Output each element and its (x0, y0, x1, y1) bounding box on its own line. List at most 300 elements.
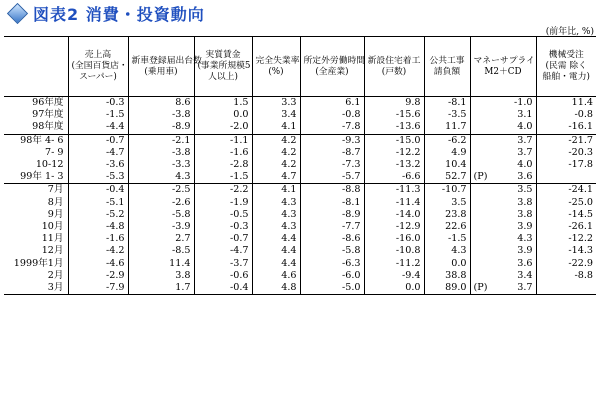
table-cell (470, 147, 536, 159)
cell-value: -26.1 (568, 221, 593, 233)
cell-value: 23.8 (445, 208, 467, 220)
cell-value: 4.2 (281, 134, 297, 146)
cell-value: 11.4 (571, 97, 593, 108)
cell-value: -1.0 (514, 97, 533, 108)
table-cell (252, 209, 300, 221)
cell-value: 22.6 (445, 221, 467, 233)
cell-value: -7.9 (106, 282, 125, 294)
cell-value: 4.3 (281, 196, 297, 208)
cell-value: -9.3 (342, 134, 361, 146)
table-cell (470, 221, 536, 233)
cell-value: 9.8 (405, 97, 421, 108)
table-cell (252, 245, 300, 257)
table-cell (194, 147, 252, 159)
table-row (4, 233, 596, 245)
cell-value: 3.9 (517, 221, 533, 233)
table-cell (364, 270, 424, 282)
cell-value: -4.8 (106, 221, 125, 233)
cell-value: -0.6 (230, 269, 249, 281)
cell-value: 4.1 (281, 121, 297, 133)
table-cell (300, 184, 364, 197)
table-cell (470, 282, 536, 295)
table-cell (194, 258, 252, 270)
row-label: 98年度 (32, 121, 64, 133)
figure-title (6, 2, 205, 24)
table-cell (252, 134, 300, 147)
cell-value: -3.9 (172, 221, 191, 233)
cell-value: -1.5 (230, 171, 249, 183)
cell-value: -4.7 (230, 245, 249, 257)
unit-note: (前年比, %) (545, 27, 594, 37)
cell-value: -12.9 (395, 221, 421, 233)
table-cell (364, 245, 424, 257)
cell-value: -7.8 (342, 121, 361, 133)
column-header (252, 37, 300, 97)
table-cell (252, 121, 300, 134)
table-cell (300, 171, 364, 184)
row-label: 8月 (47, 196, 64, 208)
column-header (128, 37, 202, 97)
column-header-line: 請負額 (433, 66, 461, 77)
cell-value: 11.7 (445, 121, 467, 133)
column-header-line: (事業所規模5 (197, 61, 251, 71)
cell-value: -8.1 (448, 97, 467, 108)
table-cell (300, 197, 364, 209)
table-cell (128, 159, 194, 171)
table-cell (300, 233, 364, 245)
cell-value: -5.8 (172, 208, 191, 220)
table-cell (128, 282, 194, 295)
table-cell (470, 121, 536, 134)
table-cell (364, 121, 424, 134)
table-cell (252, 97, 300, 110)
table-cell (424, 221, 470, 233)
table-cell (252, 159, 300, 171)
cell-value: 3.4 (517, 269, 533, 281)
table-cell (300, 221, 364, 233)
table-cell (194, 121, 252, 134)
cell-value: 3.9 (517, 245, 533, 257)
cell-value: 3.4 (281, 109, 297, 121)
table-cell (128, 258, 194, 270)
cell-value: 4.8 (281, 282, 297, 294)
cell-value: 11.4 (169, 257, 191, 269)
table-cell (68, 109, 128, 121)
row-label: 11月 (41, 233, 64, 245)
cell-value: -16.1 (568, 121, 593, 133)
table-cell (364, 221, 424, 233)
cell-value: -10.8 (395, 245, 421, 257)
cell-value: 4.0 (517, 159, 533, 171)
table-row (4, 171, 596, 184)
table-cell (536, 245, 596, 257)
cell-value: -3.6 (106, 159, 125, 171)
cell-value: 3.5 (451, 196, 467, 208)
table-cell (536, 184, 596, 197)
table-cell (364, 197, 424, 209)
table-cell (68, 159, 128, 171)
cell-value: -0.5 (230, 208, 249, 220)
cell-value: -0.8 (574, 109, 593, 121)
column-header-line: 売上高 (84, 50, 112, 60)
cell-value: 8.6 (175, 97, 191, 108)
cell-value: 4.3 (175, 171, 191, 183)
cell-value: -2.5 (172, 184, 191, 196)
table-cell (194, 245, 252, 257)
table-cell (424, 134, 470, 147)
cell-value: -4.2 (106, 245, 125, 257)
table-cell (364, 159, 424, 171)
table-row (4, 184, 596, 197)
table-row (4, 147, 596, 159)
table-cell (470, 209, 536, 221)
cell-value: -5.2 (106, 208, 125, 220)
table-cell (128, 109, 194, 121)
cell-value: -2.0 (230, 121, 249, 133)
row-label: 99年 1- 3 (20, 171, 64, 183)
table-cell (128, 184, 194, 197)
table-cell (536, 270, 596, 282)
cell-value: 3.7 (517, 282, 533, 294)
table-cell (424, 209, 470, 221)
cell-value: -10.7 (441, 184, 467, 196)
table-cell (536, 171, 596, 184)
figure-title-text: 図表2 消費・投資動向 (33, 4, 205, 24)
table-cell (470, 134, 536, 147)
cell-value: -11.4 (395, 196, 421, 208)
table-cell (300, 270, 364, 282)
table-cell (424, 245, 470, 257)
column-header-line: 所定外労働時間 (303, 55, 366, 66)
cell-value: 4.3 (281, 208, 297, 220)
column-header (364, 37, 424, 97)
column-header-line: 船舶・電力) (542, 72, 590, 82)
table-cell (470, 109, 536, 121)
cell-value: -15.6 (395, 109, 421, 121)
table-cell (300, 258, 364, 270)
row-label: 3月 (4, 282, 68, 295)
table-cell (300, 97, 364, 110)
table-cell (536, 134, 596, 147)
cell-value: 0.0 (405, 282, 421, 294)
cell-value: -7.3 (342, 159, 361, 171)
table-cell (536, 233, 596, 245)
table-cell (424, 233, 470, 245)
table-cell (424, 282, 470, 295)
table-cell (364, 147, 424, 159)
table-cell (194, 109, 252, 121)
cell-value: -15.0 (395, 134, 421, 146)
column-header (424, 37, 470, 97)
table-cell (300, 134, 364, 147)
cell-value: 3.7 (517, 146, 533, 158)
cell-value: -0.3 (230, 221, 249, 233)
cell-value: 4.4 (281, 233, 297, 245)
cell-value: -2.8 (230, 159, 249, 171)
table-cell (128, 197, 194, 209)
table-cell (364, 134, 424, 147)
table-cell (300, 209, 364, 221)
column-header-line: 人以上) (208, 72, 238, 82)
row-label: 98年 4- 6 (4, 134, 68, 147)
table-cell (68, 97, 128, 110)
table-cell (252, 171, 300, 184)
table-cell (128, 171, 194, 184)
cell-value: 0.0 (451, 257, 467, 269)
table-cell (194, 184, 252, 197)
cell-value: -3.3 (172, 159, 191, 171)
column-header-line: 完全失業率 (255, 55, 300, 66)
cell-value: 1.7 (175, 282, 191, 294)
cell-value: -3.8 (172, 146, 191, 158)
table-cell (300, 245, 364, 257)
table-cell (252, 258, 300, 270)
table-cell (364, 209, 424, 221)
cell-value: -2.9 (106, 269, 125, 281)
table-cell (128, 209, 194, 221)
table-cell (424, 121, 470, 134)
cell-value: -0.4 (106, 184, 125, 196)
table-cell (68, 282, 128, 295)
column-header-line: 機械受注 (548, 50, 584, 60)
cell-value: -6.3 (342, 257, 361, 269)
column-header (300, 37, 364, 97)
table-cell (68, 171, 128, 184)
table-cell (364, 184, 424, 197)
column-header-line: 新設住宅着工 (367, 55, 421, 66)
cell-value: -0.3 (106, 97, 125, 108)
table-cell (536, 97, 596, 110)
table-row (4, 258, 596, 270)
table-cell (470, 270, 536, 282)
row-label: 96年度 (32, 97, 64, 108)
cell-value: 1.5 (233, 97, 249, 108)
table-row (4, 109, 596, 121)
cell-value: -4.7 (106, 146, 125, 158)
cell-value: 6.1 (345, 97, 361, 108)
row-label: 10月 (41, 221, 64, 233)
table-row (4, 270, 596, 282)
cell-value: -3.5 (448, 109, 467, 121)
cell-value: -8.8 (342, 184, 361, 196)
table-cell (470, 171, 536, 184)
cell-value: -9.4 (402, 269, 421, 281)
cell-value: -2.2 (230, 184, 249, 196)
cell-value: -4.4 (106, 121, 125, 133)
statistics-table (4, 36, 596, 295)
table-cell (424, 109, 470, 121)
table-row (4, 97, 596, 110)
table-cell (470, 245, 536, 257)
cell-value: -13.2 (395, 159, 421, 171)
cell-value: -8.5 (172, 245, 191, 257)
cell-value: 2.7 (175, 233, 191, 245)
preliminary-marker: (P) (473, 282, 488, 294)
cell-value: -8.8 (574, 269, 593, 281)
table-cell (424, 197, 470, 209)
preliminary-marker: (P) (473, 171, 488, 183)
cell-value: -7.7 (342, 221, 361, 233)
cell-value: -8.9 (172, 121, 191, 133)
table-cell (300, 121, 364, 134)
table-cell (424, 159, 470, 171)
cell-value: 4.4 (281, 257, 297, 269)
column-header-line: 公共工事 (429, 55, 465, 66)
table-cell (536, 258, 596, 270)
table-cell (194, 233, 252, 245)
row-label: 10-12 (35, 159, 64, 171)
cell-value: 3.8 (175, 269, 191, 281)
cell-value: 3.6 (517, 171, 533, 183)
cell-value: 4.4 (281, 245, 297, 257)
cell-value: 89.0 (445, 282, 467, 294)
cell-value: 4.1 (281, 184, 297, 196)
cell-value: 3.7 (517, 134, 533, 146)
table-cell (300, 159, 364, 171)
table-cell (470, 258, 536, 270)
cell-value: 4.9 (451, 146, 467, 158)
table-cell (536, 209, 596, 221)
cell-value: -8.1 (342, 196, 361, 208)
cell-value: -1.6 (230, 146, 249, 158)
column-header (194, 37, 252, 97)
table-cell (536, 147, 596, 159)
cell-value: 52.7 (445, 171, 467, 183)
cell-value: -22.9 (568, 257, 593, 269)
cell-value: -4.6 (106, 257, 125, 269)
table-cell (128, 97, 194, 110)
table-cell (68, 245, 128, 257)
table-row (4, 159, 596, 171)
cell-value: 4.3 (517, 233, 533, 245)
header-corner (4, 37, 68, 97)
table-row (4, 282, 596, 295)
cell-value: 3.1 (517, 109, 533, 121)
table-cell (128, 134, 194, 147)
table-cell (68, 134, 128, 147)
cell-value: 4.2 (281, 159, 297, 171)
cell-value: -17.8 (568, 159, 593, 171)
cell-value: -5.8 (342, 245, 361, 257)
table-cell (470, 159, 536, 171)
cell-value: -2.6 (172, 196, 191, 208)
cell-value: -0.7 (106, 134, 125, 146)
cell-value: 10.4 (445, 159, 467, 171)
cell-value: -21.7 (568, 134, 593, 146)
table-cell (128, 270, 194, 282)
cell-value: -12.2 (395, 146, 421, 158)
cell-value: -2.1 (172, 134, 191, 146)
column-header-line: (%) (268, 66, 284, 77)
table-cell (194, 159, 252, 171)
table-row (4, 134, 596, 147)
table-cell (194, 134, 252, 147)
cell-value: 4.7 (281, 171, 297, 183)
table-cell (194, 97, 252, 110)
table-row (4, 245, 596, 257)
table-cell (536, 221, 596, 233)
cell-value: -5.1 (106, 196, 125, 208)
table-cell (300, 147, 364, 159)
table-cell (128, 221, 194, 233)
row-label: 12月 (41, 245, 64, 257)
table-cell (300, 109, 364, 121)
table-cell (424, 184, 470, 197)
table-cell (252, 282, 300, 295)
column-header-line: (戸数) (381, 66, 407, 77)
table-cell (300, 282, 364, 295)
table-cell (68, 184, 128, 197)
row-label: 1999年1月 (13, 257, 64, 269)
table-cell (536, 109, 596, 121)
table-cell (470, 97, 536, 110)
cell-value: -5.0 (342, 282, 361, 294)
table-cell (470, 184, 536, 197)
cell-value: -16.0 (395, 233, 421, 245)
cell-value: -6.0 (342, 269, 361, 281)
table-cell (536, 159, 596, 171)
table-cell (424, 147, 470, 159)
column-header-line: (全産業) (315, 66, 349, 77)
table-row (4, 221, 596, 233)
table-cell (364, 258, 424, 270)
column-header-line: 新車登録届出台数 (131, 55, 202, 66)
cell-value: -0.8 (342, 109, 361, 121)
table-cell (252, 221, 300, 233)
table-cell (128, 233, 194, 245)
cell-value: -0.4 (230, 282, 249, 294)
cell-value: 4.6 (281, 269, 297, 281)
cell-value: -20.3 (568, 146, 593, 158)
cell-value: -1.5 (106, 109, 125, 121)
column-header-line: M2＋CD (484, 66, 522, 77)
cell-value: -8.6 (342, 233, 361, 245)
row-label: 7月 (4, 184, 68, 197)
table-cell (194, 171, 252, 184)
cell-value: -11.3 (395, 184, 421, 196)
table-cell (194, 282, 252, 295)
cell-value: 4.3 (451, 245, 467, 257)
cell-value: -5.3 (106, 171, 125, 183)
row-label: 9月 (47, 208, 64, 220)
table-cell (424, 171, 470, 184)
table-cell (536, 197, 596, 209)
column-header-line: (民需 除く (545, 61, 587, 71)
cell-value: 3.8 (517, 196, 533, 208)
cell-value: 4.0 (517, 121, 533, 133)
table-cell (194, 209, 252, 221)
column-header-line: (全国百貨店・ (71, 61, 128, 71)
cell-value: 3.6 (517, 257, 533, 269)
cell-value: -24.1 (568, 184, 593, 196)
cell-value: -1.5 (448, 233, 467, 245)
table-cell (252, 184, 300, 197)
table-cell (424, 258, 470, 270)
table-cell (424, 97, 470, 110)
table-cell (364, 97, 424, 110)
column-header-line: スーパー) (79, 72, 117, 82)
cell-value: -1.6 (106, 233, 125, 245)
cell-value: 3.3 (281, 97, 297, 108)
row-label: 7- 9 (45, 146, 64, 158)
table-cell (470, 197, 536, 209)
table-cell (128, 147, 194, 159)
cell-value: -14.5 (568, 208, 593, 220)
cell-value: -14.3 (568, 245, 593, 257)
column-header-line: マネーサプライ (473, 55, 535, 66)
table-header-row (4, 37, 596, 97)
cell-value: 0.0 (233, 109, 249, 121)
